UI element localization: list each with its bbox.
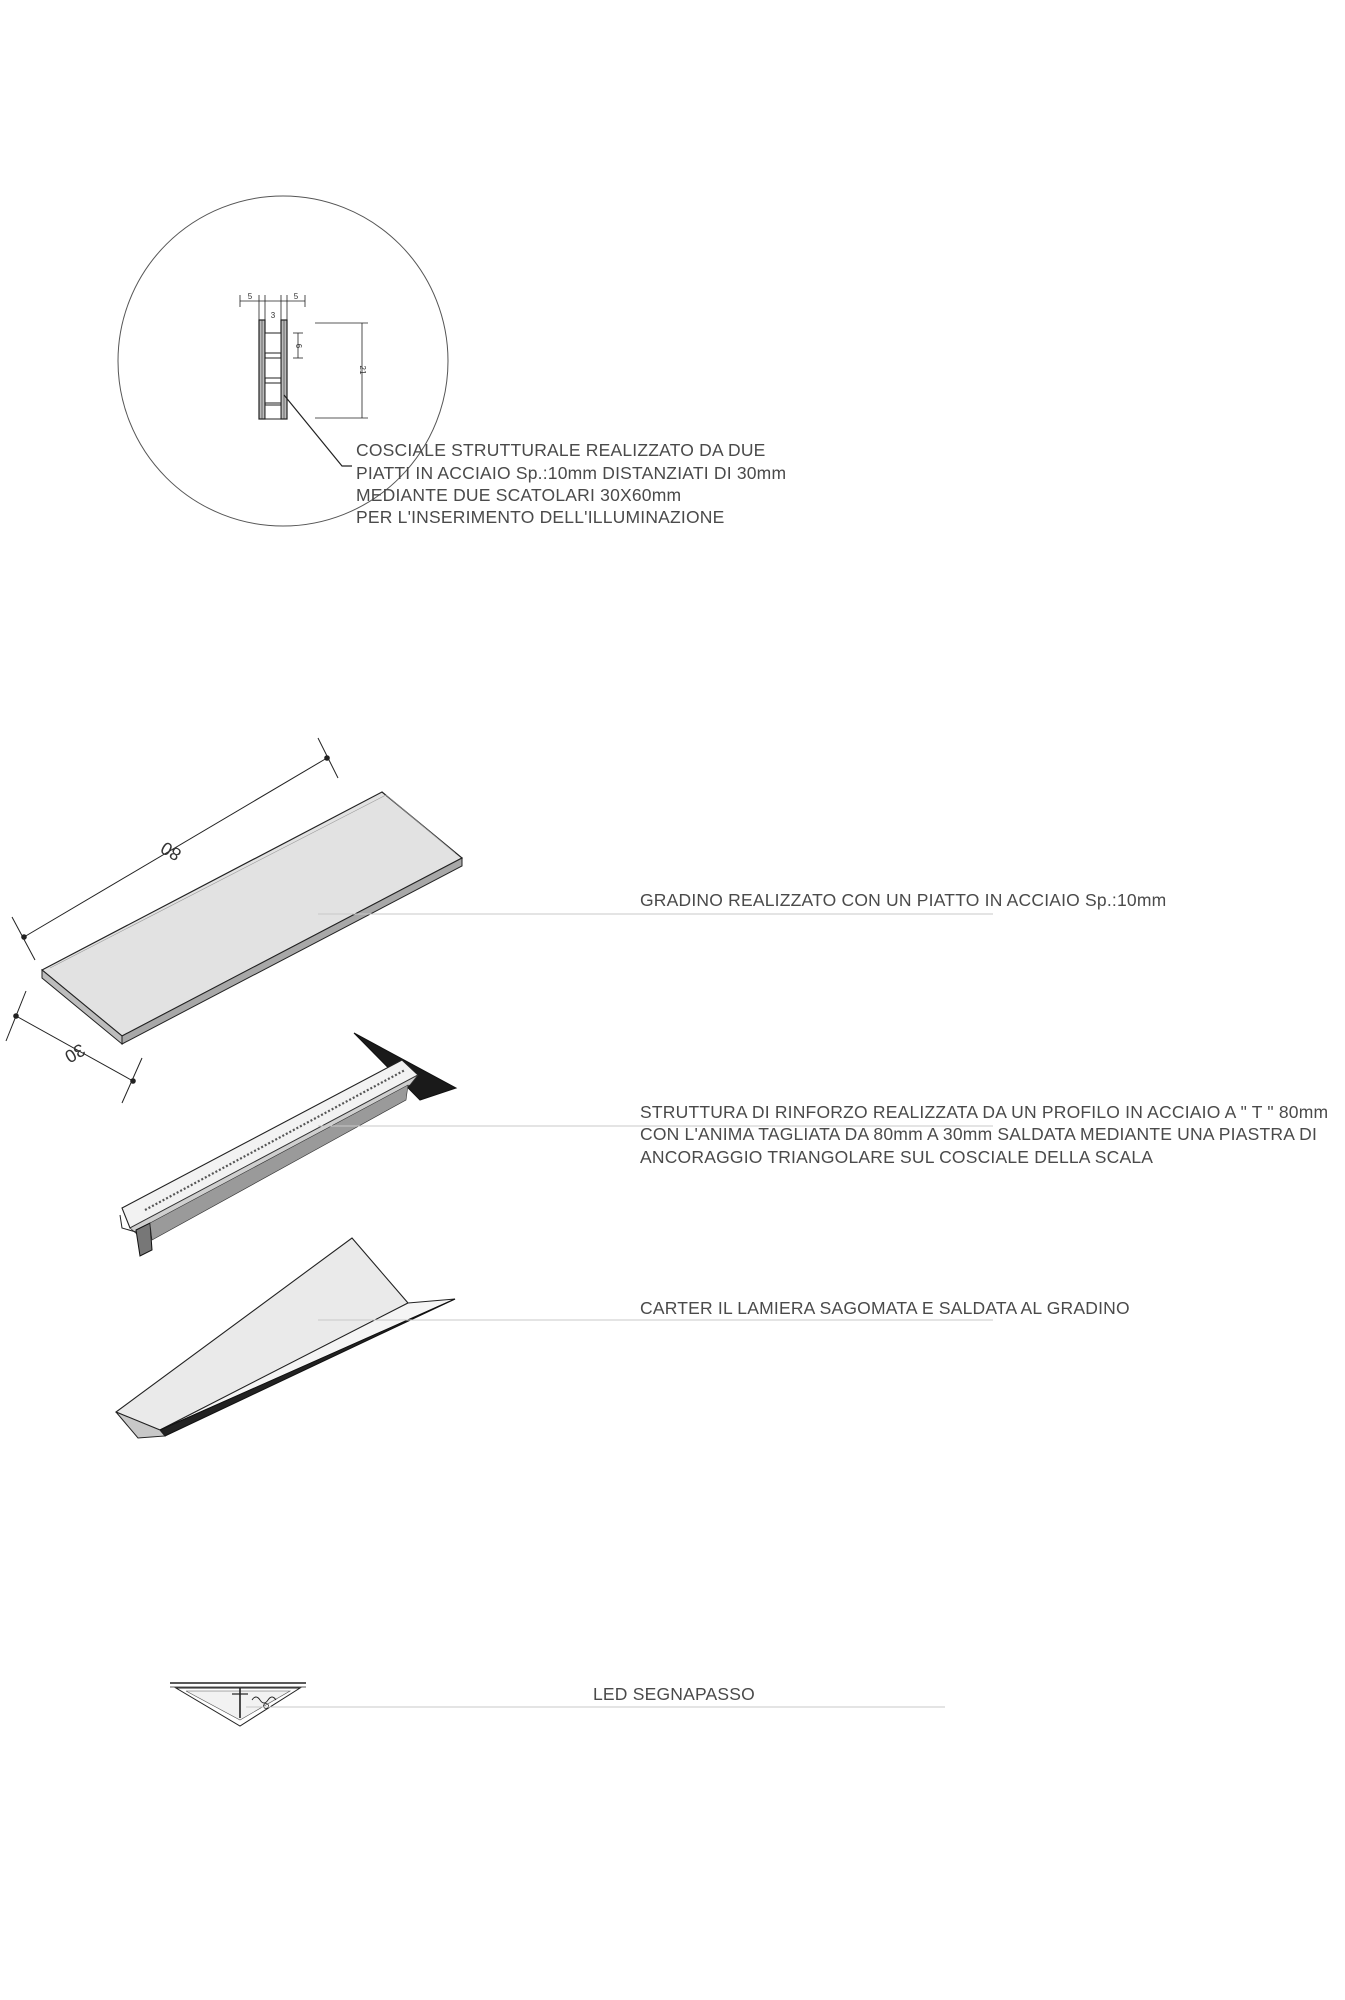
dim-detail-center: 3 <box>270 311 276 320</box>
carter-sheet <box>116 1238 1130 1438</box>
dim-step-length: 80 <box>157 837 185 865</box>
step-plate <box>6 738 1166 1103</box>
struttura-note: STRUTTURA DI RINFORZO REALIZZATA DA UN PROFILO IN ACCIAIO A " T " 80mm CON L'ANIMA TAGLIATA DA 80mm A 30mm SALDATA MEDIANTE UNA PIASTRA DI ANCORAGGIO TRIANGOLARE SUL COSCIALE DELLA SCALA <box>640 1102 1329 1167</box>
dim-detail-height: 21 <box>358 365 367 375</box>
carter-note: CARTER IL LAMIERA SAGOMATA E SALDATA AL GRADINO <box>640 1298 1130 1318</box>
dim-detail-box: 6 <box>294 343 303 349</box>
cosciale-section <box>259 320 287 419</box>
dim-step-depth: 30 <box>61 1039 89 1067</box>
gradino-note: GRADINO REALIZZATO CON UN PIATTO IN ACCIAIO Sp.:10mm <box>640 890 1167 910</box>
dim-detail-left: 5 <box>247 292 253 301</box>
cosciale-leader <box>284 395 352 466</box>
dim-detail-right: 5 <box>293 292 299 301</box>
t-profile-reinforcement <box>120 1033 1333 1256</box>
cosciale-detail <box>118 196 791 527</box>
led-note: LED SEGNAPASSO <box>593 1684 755 1704</box>
led-section <box>170 1683 945 1726</box>
cosciale-note: COSCIALE STRUTTURALE REALIZZATO DA DUE PIATTI IN ACCIAIO Sp.:10mm DISTANZIATI DI 30mm MEDIANTE DUE SCATOLARI 30X60mm PER L'INSERIMENTO DELL'ILLUMINAZIONE <box>356 440 787 527</box>
